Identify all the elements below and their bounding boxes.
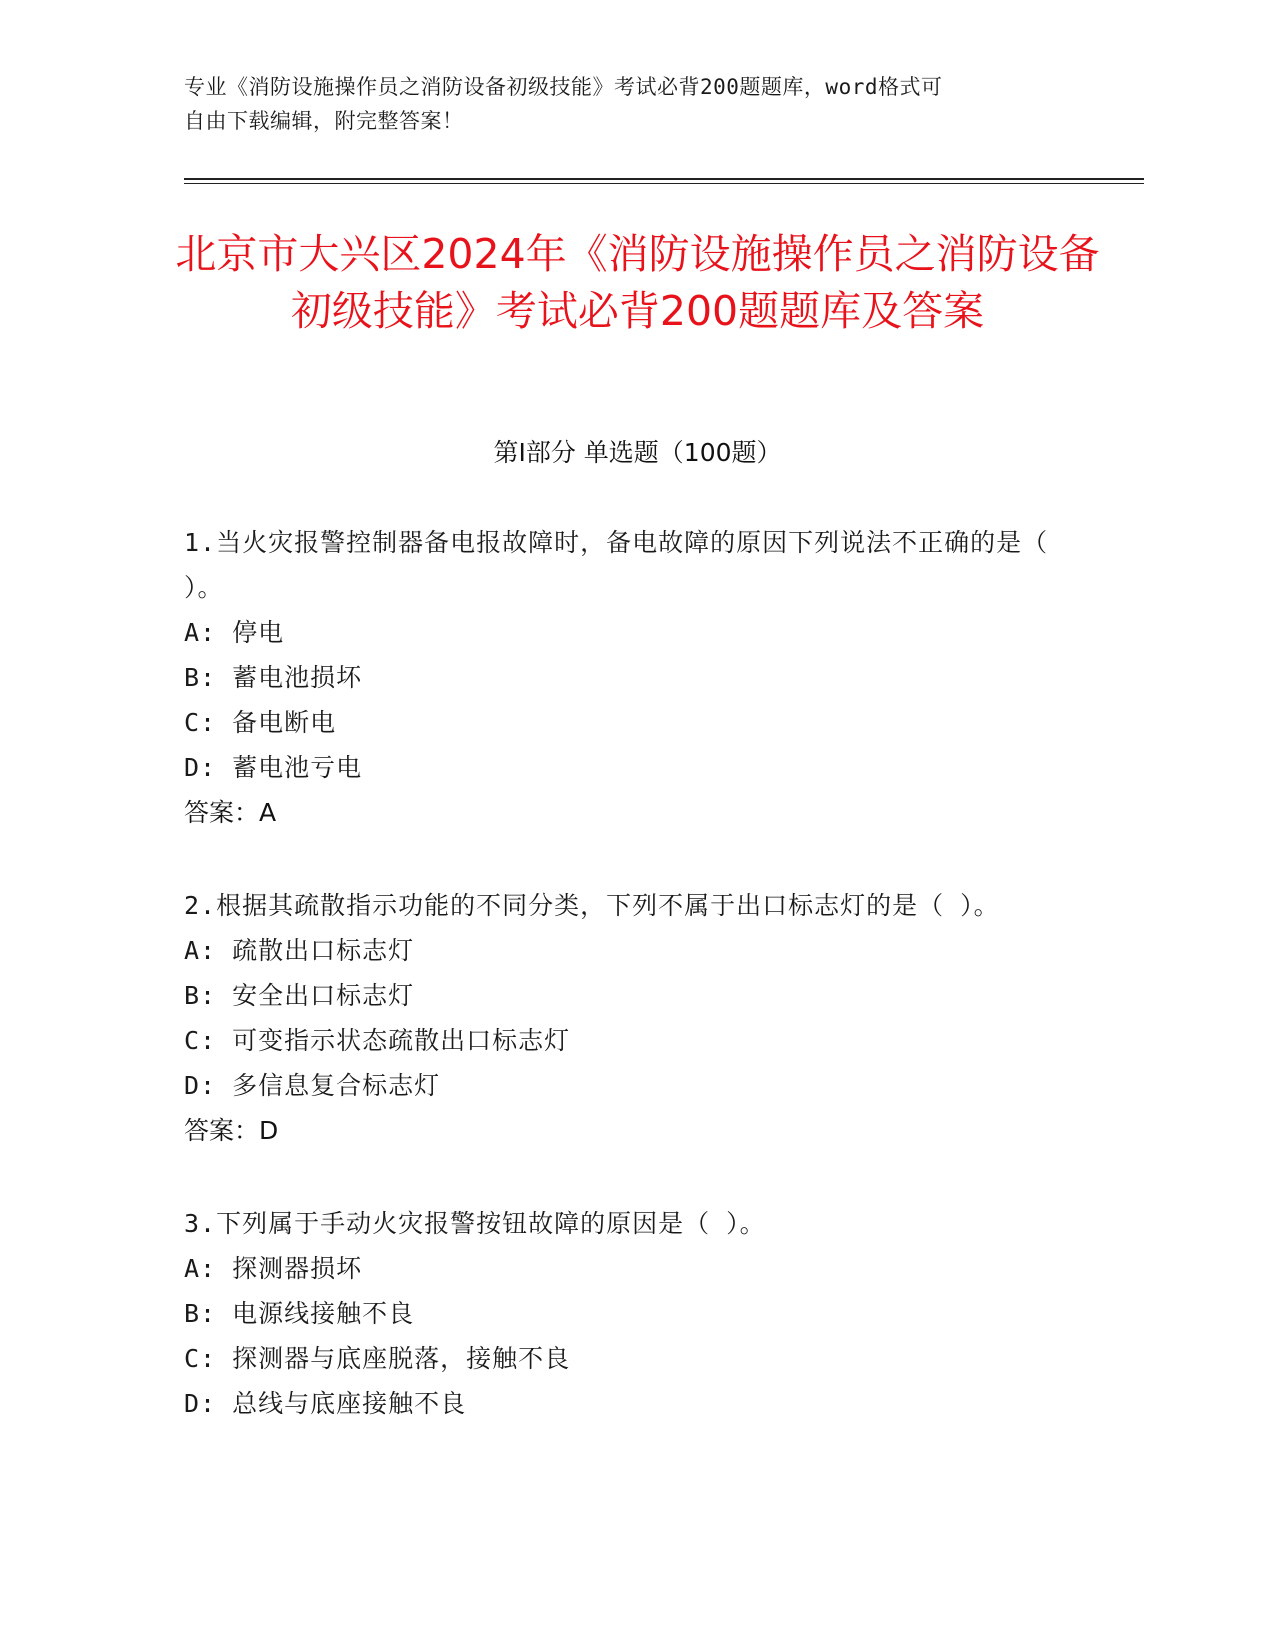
question-item <box>184 520 1064 835</box>
header-note-line-1: 专业《消防设施操作员之消防设备初级技能》考试必背200题题库，word格式可 <box>184 75 943 99</box>
option-d: D: 多信息复合标志灯 <box>184 1071 441 1100</box>
answer-line: 答案：D <box>184 1116 279 1145</box>
option-b: B: 蓄电池损坏 <box>184 663 363 692</box>
document-title: 北京市大兴区2024年《消防设施操作员之消防设备初级技能》考试必背200题题库及答案 <box>175 230 1100 335</box>
option-c: C: 探测器与底座脱落，接触不良 <box>184 1344 571 1373</box>
question-item <box>184 1201 1064 1426</box>
option-b: B: 电源线接触不良 <box>184 1299 415 1328</box>
option-b: B: 安全出口标志灯 <box>184 981 415 1010</box>
question-list <box>184 520 1064 1474</box>
header-divider-thin <box>184 183 1144 184</box>
question-item <box>184 883 1064 1153</box>
question-stem: 2.根据其疏散指示功能的不同分类，下列不属于出口标志灯的是（ ）。 <box>184 891 1000 920</box>
header-divider-thick <box>184 178 1144 180</box>
question-stem: 1.当火灾报警控制器备电报故障时，备电故障的原因下列说法不正确的是（ ）。 <box>184 528 1049 602</box>
section-heading: 第I部分 单选题（100题） <box>493 438 782 467</box>
option-a: A: 探测器损坏 <box>184 1254 363 1283</box>
question-stem: 3.下列属于手动火灾报警按钮故障的原因是（ ）。 <box>184 1209 766 1238</box>
option-a: A: 停电 <box>184 618 285 647</box>
answer-line: 答案：A <box>184 798 277 827</box>
option-a: A: 疏散出口标志灯 <box>184 936 415 965</box>
option-d: D: 蓄电池亏电 <box>184 753 363 782</box>
option-c: C: 备电断电 <box>184 708 337 737</box>
option-c: C: 可变指示状态疏散出口标志灯 <box>184 1026 571 1055</box>
header-note-line-2: 自由下载编辑，附完整答案！ <box>184 109 464 133</box>
option-d: D: 总线与底座接触不良 <box>184 1389 467 1418</box>
header-note <box>184 70 1084 138</box>
